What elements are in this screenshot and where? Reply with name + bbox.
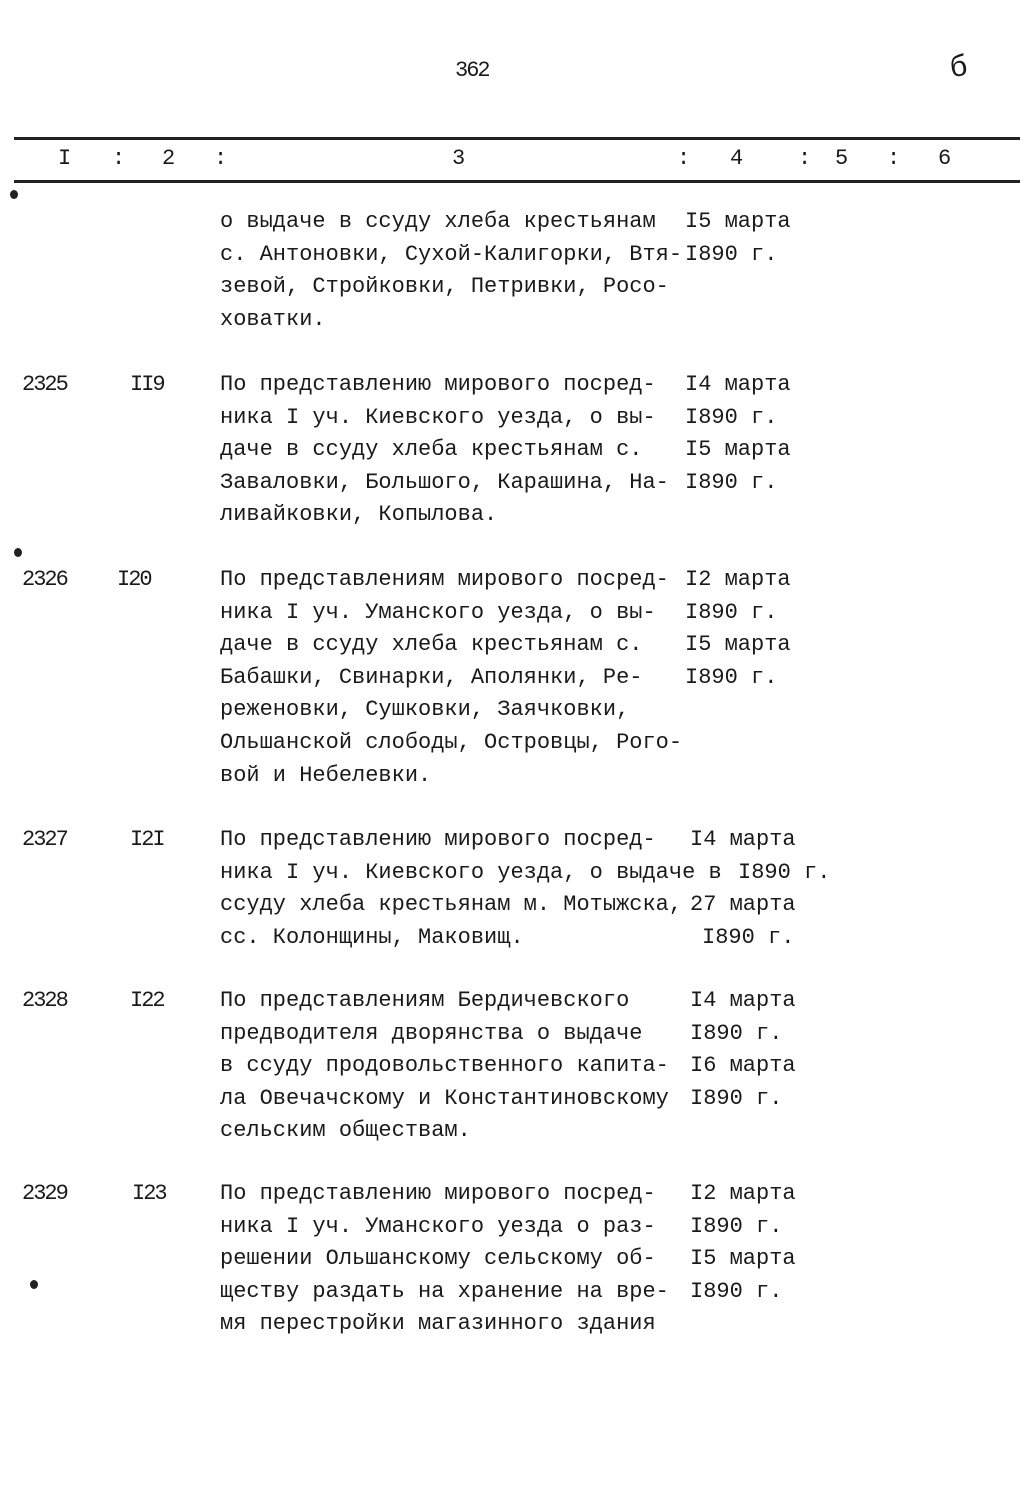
- date-line: I890 г.: [685, 600, 778, 625]
- column-separator: :: [677, 146, 691, 171]
- punch-dot: [30, 1280, 38, 1289]
- description-line: ла Овечачскому и Константиновскому: [220, 1086, 669, 1111]
- description-line: ника I уч. Уманского уезда о раз-: [220, 1214, 656, 1239]
- column-header: 3: [452, 146, 466, 171]
- date-line: I2 марта: [690, 1181, 796, 1206]
- description-line: сельским обществам.: [220, 1118, 471, 1143]
- date-line: I890 г.: [690, 1214, 783, 1239]
- record-number: 2326: [22, 567, 67, 592]
- description-line: решении Ольшанскому сельскому об-: [220, 1246, 656, 1271]
- date-line: I5 марта: [690, 1246, 796, 1271]
- column-header: 6: [938, 146, 952, 171]
- sheet-number: I23: [132, 1181, 166, 1206]
- sheet-number: I22: [130, 988, 164, 1013]
- description-line: ника I уч. Киевского уезда, о вы-: [220, 405, 656, 430]
- description-line: По представлениям мирового посред-: [220, 567, 669, 592]
- column-header: 5: [835, 146, 849, 171]
- record-number: 2328: [22, 988, 67, 1013]
- column-header: 2: [162, 146, 176, 171]
- date-line: I890 г.: [690, 1279, 783, 1304]
- column-separator: :: [887, 146, 901, 171]
- description-line: Заваловки, Большого, Карашина, На-: [220, 470, 669, 495]
- header-top-rule: [14, 137, 1020, 140]
- header-bottom-rule: [14, 180, 1020, 183]
- date-line: I890 г.: [690, 1086, 783, 1111]
- description-line: ника I уч. Киевского уезда, о выдаче в: [220, 860, 722, 885]
- date-line: I890 г.: [685, 405, 778, 430]
- description-line: мя перестройки магазинного здания: [220, 1311, 656, 1336]
- date-line: I4 марта: [690, 827, 796, 852]
- description-line: Бабашки, Свинарки, Аполянки, Ре-: [220, 665, 643, 690]
- sheet-number: I2I: [130, 827, 164, 852]
- description-line: с. Антоновки, Сухой-Калигорки, Втя-: [220, 242, 683, 267]
- description-line: ника I уч. Уманского уезда, о вы-: [220, 600, 656, 625]
- description-line: даче в ссуду хлеба крестьянам с.: [220, 437, 643, 462]
- record-number: 2327: [22, 827, 67, 852]
- date-line: I890 г.: [685, 470, 778, 495]
- date-line: I890 г.: [685, 665, 778, 690]
- punch-dot: [14, 548, 22, 557]
- description-line: предводителя дворянства о выдаче: [220, 1021, 643, 1046]
- description-line: По представлениям Бердичевского: [220, 988, 630, 1013]
- description-line: вой и Небелевки.: [220, 763, 432, 788]
- page-number: 362: [455, 58, 489, 83]
- date-line: I2 марта: [685, 567, 791, 592]
- description-line: ливайковки, Копылова.: [220, 502, 498, 527]
- archive-corner-mark: б: [947, 50, 971, 88]
- description-line: в ссуду продовольственного капита-: [220, 1053, 669, 1078]
- description-line: о выдаче в ссуду хлеба крестьянам: [220, 209, 656, 234]
- date-line: I4 марта: [690, 988, 796, 1013]
- column-header: 4: [730, 146, 744, 171]
- description-line: реженовки, Сушковки, Заячковки,: [220, 697, 630, 722]
- description-line: ссуду хлеба крестьянам м. Мотыжска,: [220, 892, 683, 917]
- column-separator: :: [798, 146, 812, 171]
- description-line: ществу раздать на хранение на вре-: [220, 1279, 669, 1304]
- date-line: I890 г.: [738, 860, 831, 885]
- date-line: I5 марта: [685, 632, 791, 657]
- date-line: I6 марта: [690, 1053, 796, 1078]
- date-line: I890 г.: [702, 925, 795, 950]
- column-separator: :: [214, 146, 228, 171]
- record-number: 2325: [22, 372, 67, 397]
- record-number: 2329: [22, 1181, 67, 1206]
- description-line: Ольшанской слободы, Островцы, Рого-: [220, 730, 683, 755]
- description-line: даче в ссуду хлеба крестьянам с.: [220, 632, 643, 657]
- description-line: По представлению мирового посред-: [220, 1181, 656, 1206]
- description-line: По представлению мирового посред-: [220, 372, 656, 397]
- description-line: зевой, Стройковки, Петривки, Росо-: [220, 274, 669, 299]
- date-line: I4 марта: [685, 372, 791, 397]
- description-line: сс. Колонщины, Маковищ.: [220, 925, 524, 950]
- date-line: 27 марта: [690, 892, 796, 917]
- description-line: ховатки.: [220, 307, 326, 332]
- sheet-number: I20: [117, 567, 151, 592]
- punch-dot: [10, 190, 18, 199]
- date-line: I5 марта: [685, 437, 791, 462]
- sheet-number: II9: [130, 372, 164, 397]
- description-line: По представлению мирового посред-: [220, 827, 656, 852]
- column-header: I: [58, 146, 72, 171]
- date-line: I890 г.: [685, 242, 778, 267]
- date-line: I5 марта: [685, 209, 791, 234]
- date-line: I890 г.: [690, 1021, 783, 1046]
- column-separator: :: [112, 146, 126, 171]
